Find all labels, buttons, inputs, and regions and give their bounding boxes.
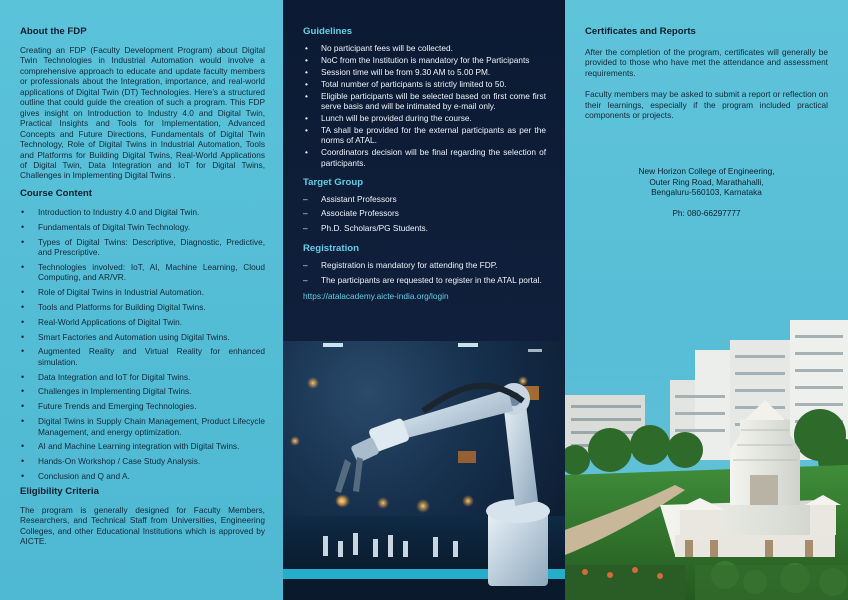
certificates-text-1: After the completion of the program, certificates will generally be provided to those who have met the attendance and assessment requirements. — [585, 47, 828, 78]
about-text: Creating an FDP (Faculty Development Program) about Digital Twin Technologies in Industrial Automation would involve a comprehensive approach to educate and update faculty members or professionals about the Integration, importance, and real-world applications of Digital Twin (DT) Technologies. Here’s a structured outline that could guide the creation of such a program. This FDP gives insight on Introduction to Industry 4.0 and Digital Twin, Practical Insights and Tools for Implementation, Advanced Concepts and Future Directions, Fundamentals of Digital Twin Technology, Role of Digital Twins in Industrial Automation, Tools and Platforms for Building Digital Twins, Real-World Applications of Digital Twin, Data Integration and IoT for Digital Twins, Challenges in Implementing Digital Twins . — [20, 45, 265, 181]
course-item: • Augmented Reality and Virtual Reality for enhanced simulation. — [20, 346, 265, 367]
guidelines-heading: Guidelines — [303, 26, 353, 37]
course-item: • Conclusion and Q and A. — [20, 471, 265, 481]
guideline-item: • No participant fees will be collected. — [303, 43, 546, 53]
right-panel — [565, 0, 848, 600]
registration-list — [303, 260, 546, 285]
guidelines-list — [303, 43, 546, 168]
middle-panel — [283, 0, 565, 600]
course-item: • Digital Twins in Supply Chain Management, Product Lifecycle Management, and energy optimization. — [20, 416, 265, 437]
registration-item: – The participants are requested to register in the ATAL portal. — [303, 275, 546, 285]
target-item: – Assistant Professors — [303, 194, 546, 204]
guideline-item: • Coordinators decision will be final regarding the selection of participants. — [303, 147, 546, 168]
registration-item: – Registration is mandatory for attending the FDP. — [303, 260, 546, 270]
about-heading: About the FDP — [20, 26, 87, 37]
course-item: • Tools and Platforms for Building Digital Twins. — [20, 302, 265, 312]
course-item: • Future Trends and Emerging Technologies. — [20, 401, 265, 411]
course-item: • Introduction to Industry 4.0 and Digital Twin. — [20, 207, 265, 217]
target-item: – Ph.D. Scholars/PG Students. — [303, 223, 546, 233]
course-item: • Hands-On Workshop / Case Study Analysis. — [20, 456, 265, 466]
course-item: • Types of Digital Twins: Descriptive, Diagnostic, Predictive, and Prescriptive. — [20, 237, 265, 258]
course-item: • Data Integration and IoT for Digital Twins. — [20, 372, 265, 382]
campus-illustration — [565, 300, 848, 600]
robot-arm-illustration — [283, 341, 565, 600]
address-line: Outer Ring Road, Marathahalli, — [649, 176, 764, 187]
guideline-item: • TA shall be provided for the external participants as per the norms of ATAL. — [303, 125, 546, 146]
college-address — [585, 166, 828, 198]
atal-portal-link[interactable]: https://atalacademy.aicte-india.org/login — [303, 290, 449, 301]
course-item: • Smart Factories and Automation using Digital Twins. — [20, 332, 265, 342]
course-item: • Role of Digital Twins in Industrial Automation. — [20, 287, 265, 297]
certificates-text-2: Faculty members may be asked to submit a report or reflection on their learnings, especially if the program included practical components or projects. — [585, 89, 828, 121]
target-heading: Target Group — [303, 177, 364, 189]
course-heading: Course Content — [20, 187, 92, 199]
phone-number: Ph: 080-66297777 — [672, 208, 741, 219]
eligibility-text: The program is generally designed for Faculty Members, Researchers, and Technical Staff from Universities, Engineering Colleges, and other Educational Institutions which is approved by AICTE. — [20, 505, 265, 547]
target-list — [303, 194, 546, 233]
target-item: – Associate Professors — [303, 208, 546, 218]
robot-arm-image — [283, 341, 565, 600]
guideline-item: • Eligible participants will be selected based on first come first serve basis and will be intimated by e-mail only. — [303, 91, 546, 112]
left-panel — [0, 0, 283, 600]
course-item: • Technologies involved: IoT, AI, Machine Learning, Cloud Computing, and AR/VR. — [20, 262, 265, 283]
guideline-item: • Lunch will be provided during the course. — [303, 113, 546, 123]
guideline-item: • Session time will be from 9.30 AM to 5.00 PM. — [303, 67, 546, 77]
campus-image — [565, 300, 848, 600]
guideline-item: • NoC from the Institution is mandatory for the Participants — [303, 55, 546, 65]
course-item: • Real-World Applications of Digital Twin. — [20, 317, 265, 327]
course-item: • AI and Machine Learning integration with Digital Twins. — [20, 441, 265, 451]
course-list — [20, 207, 265, 482]
certificates-heading: Certificates and Reports — [585, 26, 696, 37]
guideline-item: • Total number of participants is strictly limited to 50. — [303, 79, 546, 89]
eligibility-heading: Eligibility Criteria — [20, 486, 99, 498]
course-item: • Challenges in Implementing Digital Twins. — [20, 386, 265, 396]
registration-heading: Registration — [303, 243, 359, 255]
address-line: New Horizon College of Engineering, — [638, 165, 775, 176]
address-line: Bengaluru-560103, Karnataka — [651, 187, 762, 198]
course-item: • Fundamentals of Digital Twin Technology. — [20, 222, 265, 232]
